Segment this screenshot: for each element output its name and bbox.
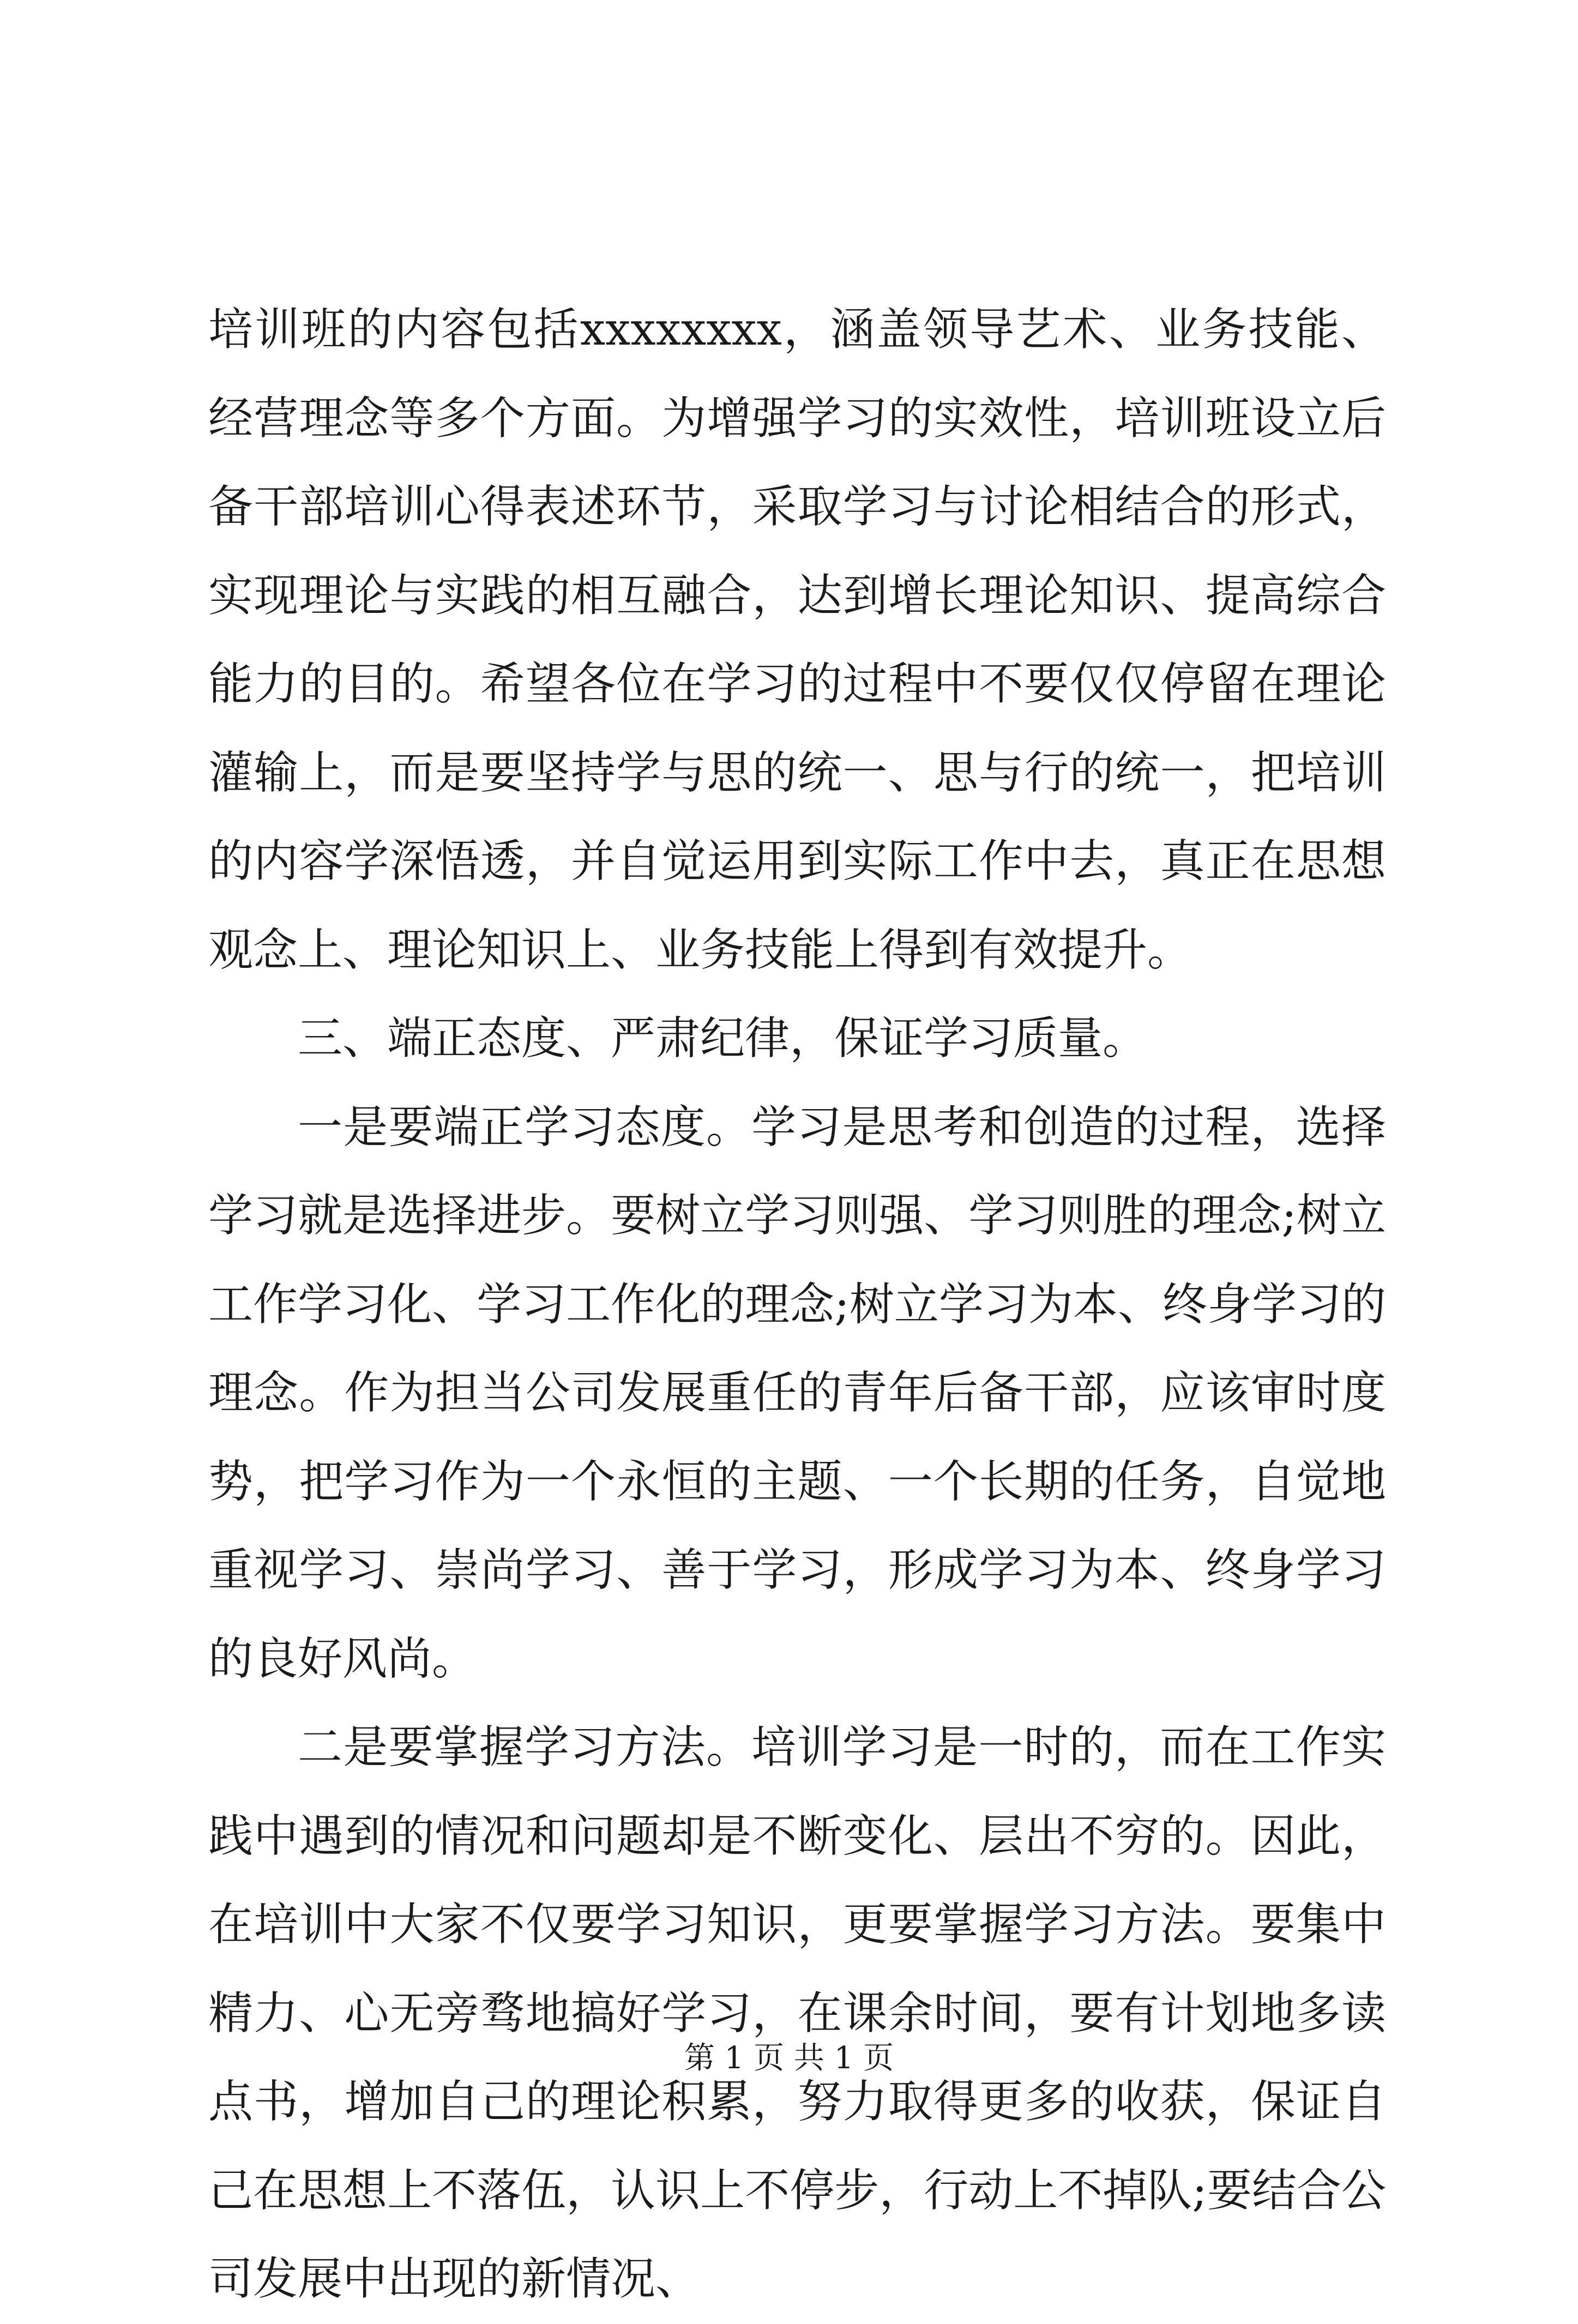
document-body bbox=[208, 286, 1386, 2324]
paragraph-training-content: 培训班的内容包括xxxxxxxx，涵盖领导艺术、业务技能、经营理念等多个方面。为增强学习的实效性，培训班设立后备干部培训心得表述环节，采取学习与讨论相结合的形式，实现理论与实践的相互融合，达到增长理论知识、提高综合能力的目的。希望各位在学习的过程中不要仅仅停留在理论灌输上，而是要坚持学与思的统一、思与行的统一，把培训的内容学深悟透，并自觉运用到实际工作中去，真正在思想观念上、理论知识上、业务技能上得到有效提升。 bbox=[208, 304, 1386, 976]
paragraph-learning-method: 二是要掌握学习方法。培训学习是一时的，而在工作实践中遇到的情况和问题却是不断变化、层出不穷的。因此，在培训中大家不仅要学习知识，更要掌握学习方法。要集中精力、心无旁骛地搞好学习，在课余时间，要有计划地多读点书，增加自己的理论积累，努力取得更多的收获，保证自己在思想上不落伍，认识上不停步，行动上不掉队;要结合公司发展中出现的新情况、 bbox=[208, 1721, 1386, 2305]
section-heading-attitude-discipline: 三、端正态度、严肃纪律，保证学习质量。 bbox=[298, 1013, 1148, 1064]
page-number-footer: 第 1 页 共 1 页 bbox=[684, 2040, 894, 2076]
paragraph-learning-attitude: 一是要端正学习态度。学习是思考和创造的过程，选择学习就是选择进步。要树立学习则强、学习则胜的理念;树立工作学习化、学习工作化的理念;树立学习为本、终身学习的理念。作为担当公司发展重任的青年后备干部，应该审时度势，把学习作为一个永恒的主题、一个长期的任务，自觉地重视学习、崇尚学习、善于学习，形成学习为本、终身学习的良好风尚。 bbox=[208, 1101, 1386, 1685]
